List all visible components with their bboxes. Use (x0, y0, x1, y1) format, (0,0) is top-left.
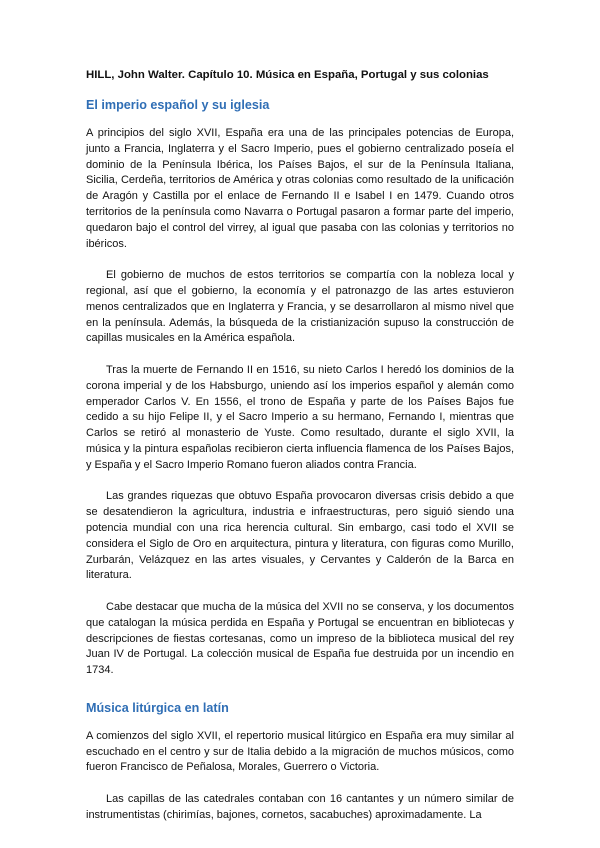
section-heading-imperio: El imperio español y su iglesia (86, 98, 270, 112)
paragraph: Las grandes riquezas que obtuvo España provocaron diversas crisis debido a que se desatendieron la agricultura, industria e infraestructuras, pero siguió siendo una potencia mundial con una rica herencia cultural. Sin embargo, casi todo el XVII se considera el Siglo de Oro en arquitectura, pintura y literatura, con figuras como Murillo, Zurbarán, Velázquez en las artes visuales, y Cervantes y Calderón de la Barca en literatura. (86, 490, 514, 582)
section-heading-musica-liturgica: Música litúrgica en latín (86, 700, 229, 715)
document-title: HILL, John Walter. Capítulo 10. Música en España, Portugal y sus colonias (86, 69, 489, 81)
paragraph: Cabe destacar que mucha de la música del XVII no se conserva, y los documentos que catalogan la música perdida en España y Portugal se encuentran en bibliotecas y descripciones de fiestas cortesanas, como un impreso de la biblioteca musical del rey Juan IV de Portugal. La colección musical de España fue destruida por un incendio en 1734. (86, 600, 514, 677)
paragraph: El gobierno de muchos de estos territorios se compartía con la nobleza local y regional, así que el gobierno, la economía y el patronazgo de las artes estuvieron menos centralizados que en Inglaterra y Francia, y se desarrollaron al mismo nivel que en la península. Además, la búsqueda de la cristianización supuso la construcción de capillas musicales en la América española. (86, 269, 514, 345)
paragraph: Tras la muerte de Fernando II en 1516, su nieto Carlos I heredó los dominios de la corona imperial y de los Habsburgo, uniendo así los imperios español y alemán como emperador Carlos V. En 1556, el trono de España y parte de los Países Bajos fue cedido a su hijo Felipe II, y el Sacro Imperio a su hermano, Fernando I, mientras que Carlos se retiró al monasterio de Yuste. Como resultado, durante el siglo XVII, la música y la pintura españolas recibieron cierta influencia flamenca de los Países Bajos, y España y el Sacro Imperio Romano fueron aliados contra Francia. (86, 363, 514, 471)
paragraph: Las capillas de las catedrales contaban con 16 cantantes y un número similar de instrumentistas (chirimías, bajones, cornetos, sacabuches) aproximadamente. La (86, 793, 514, 821)
paragraph: A principios del siglo XVII, España era una de las principales potencias de Europa, junto a Francia, Inglaterra y el Sacro Imperio, pues el gobierno centralizado poseía el dominio de la Península Ibérica, los Países Bajos, el sur de la Península Italiana, Sicilia, Cerdeña, territorios de América y otras colonias como resultado de la unificación de Aragón y Castilla por el enlace de Fernando II e Isabel I en 1479. Cuando otros territorios de la península como Navarra o Portugal pasaron a formar parte del imperio, quedaron bajo el control del virrey, al igual que pasaba con las colonias y territorios no ibéricos. (86, 127, 514, 250)
paragraph: A comienzos del siglo XVII, el repertorio musical litúrgico en España era muy similar al escuchado en el centro y sur de Italia debido a la migración de muchos músicos, como fueron Francisco de Peñalosa, Morales, Guerrero o Victoria. (86, 729, 514, 774)
